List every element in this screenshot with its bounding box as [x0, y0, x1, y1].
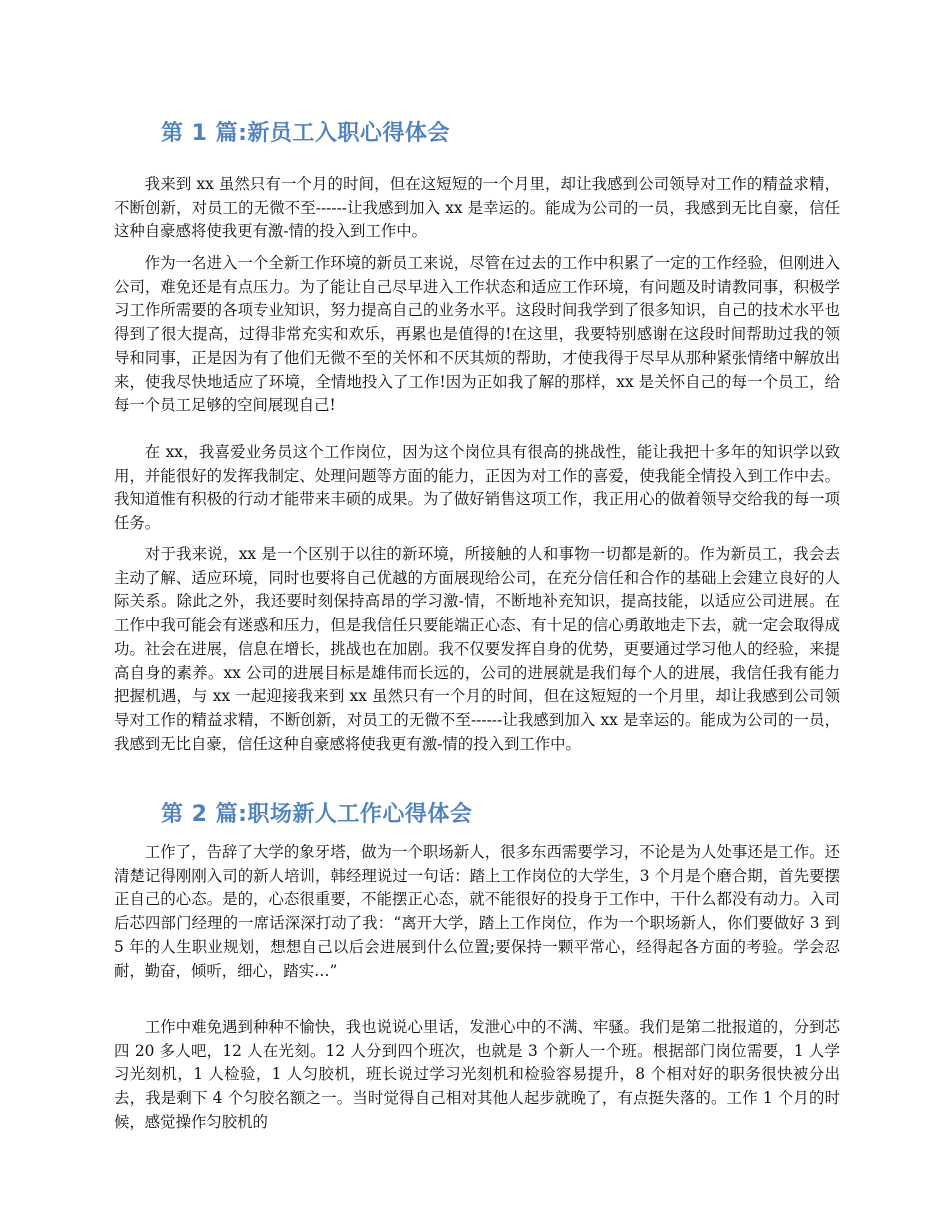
- article-1-paragraph: 我来到 xx 虽然只有一个月的时间，但在这短短的一个月里，却让我感到公司领导对工作的精益求精，不断创新，对员工的无微不至------让我感到加入 xx 是幸运的。能成为公司的一员，我感到无比自豪，信任这种自豪感将使我更有激-情的投入到工作中。: [114, 175, 840, 241]
- article-2-title: 第 2 篇:职场新人工作心得体会: [161, 802, 473, 827]
- article-1-paragraph: 作为一名进入一个全新工作环境的新员工来说，尽管在过去的工作中积累了一定的工作经验，但刚进入公司，难免还是有点压力。为了能让自己尽早进入工作状态和适应工作环境，有问题及时请教同事，积极学习工作所需要的各项专业知识，努力提高自己的业务水平。这段时间我学到了很多知识，自己的技术水平也得到了很大提高，过得非常充实和欢乐，再累也是值得的!在这里，我要特别感谢在这段时间帮助过我的领导和同事，正是因为有了他们无微不至的关怀和不厌其烦的帮助，才使我得于尽早从那种紧张情绪中解放出来，使我尽快地适应了环境，全情地投入了工作!因为正如我了解的那样，xx 是关怀自己的每一个员工，给每一个员工足够的空间展现自己!: [114, 254, 840, 415]
- article-1-paragraph: 对于我来说，xx 是一个区别于以往的新环境，所接触的人和事物一切都是新的。作为新员工，我会去主动了解、适应环境，同时也要将自己优越的方面展现给公司，在充分信任和合作的基础上会建立良好的人际关系。除此之外，我还要时刻保持高昂的学习激-情，不断地补充知识，提高技能，以适应公司进展。在工作中我可能会有迷惑和压力，但是我信任只要能端正心态、有十足的信心勇敢地走下去，就一定会取得成功。社会在进展，信息在增长，挑战也在加剧。我不仅要发挥自身的优势，更要通过学习他人的经验，来提高自身的素养。xx 公司的进展目标是雄伟而长远的，公司的进展就是我们每个人的进展，我信任我有能力把握机遇，与 xx 一起迎接我来到 xx 虽然只有一个月的时间，但在这短短的一个月里，却让我感到公司领导对工作的精益求精，不断创新，对员工的无微不至------让我感到加入 xx 是幸运的。能成为公司的一员，我感到无比自豪，信任这种自豪感将使我更有激-情的投入到工作中。: [114, 545, 840, 753]
- article-1-title: 第 1 篇:新员工入职心得体会: [161, 121, 450, 146]
- article-1-paragraph: 在 xx，我喜爱业务员这个工作岗位，因为这个岗位具有很高的挑战性，能让我把十多年的知识学以致用，并能很好的发挥我制定、处理问题等方面的能力，正因为对工作的喜爱，使我能全情投入到工作中去。我知道惟有积极的行动才能带来丰硕的成果。为了做好销售这项工作，我正用心的做着领导交给我的每一项任务。: [114, 443, 840, 533]
- article-2-paragraph: 工作了，告辞了大学的象牙塔，做为一个职场新人，很多东西需要学习，不论是为人处事还是工作。还清楚记得刚刚入司的新人培训，韩经理说过一句话：踏上工作岗位的大学生，3 个月是个磨合期，首先要摆正自己的心态。是的，心态很重要，不能摆正心态，就不能很好的投身于工作中，干什么都没有动力。入司后芯四部门经理的一席话深深打动了我：“离开大学，踏上工作岗位，作为一个职场新人，你们要做好 3 到 5 年的人生职业规划，想想自己以后会进展到什么位置;要保持一颗平常心，经得起各方面的考验。学会忍耐，勤奋，倾听，细心，踏实…”: [114, 843, 840, 980]
- article-2-paragraph: 工作中难免遇到种种不愉快，我也说说心里话，发泄心中的不满、牢骚。我们是第二批报道的，分到芯四 20 多人吧，12 人在光刻。12 人分到四个班次，也就是 3 个新人一个班。根据部门岗位需要，1 人学习光刻机，1 人检验，1 人匀胶机，班长说过学习光刻机和检验容易提升，8 个相对好的职务很快被分出去，我是剩下 4 个匀胶名额之一。当时觉得自己相对其他人起步就晚了，有点挺失落的。工作 1 个月的时候，感觉操作匀胶机的: [114, 1018, 840, 1131]
